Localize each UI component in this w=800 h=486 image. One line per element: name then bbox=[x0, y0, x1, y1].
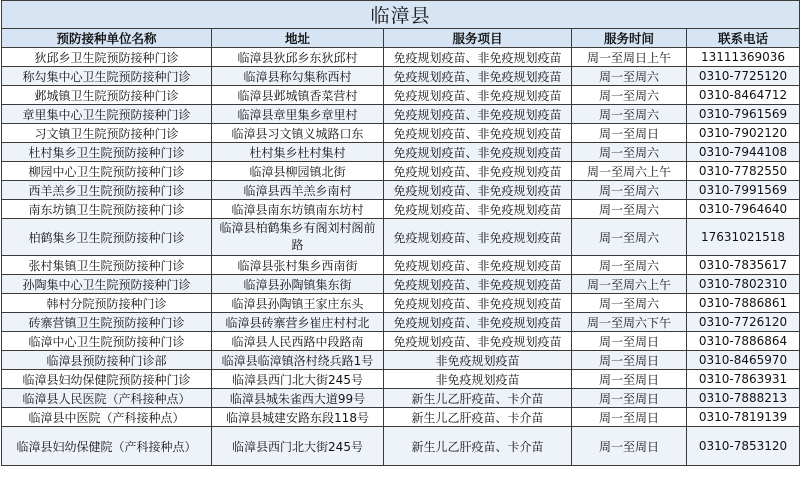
phone-cell: 0310-7964640 bbox=[687, 200, 800, 219]
column-header-time: 服务时间 bbox=[572, 29, 687, 48]
service-cell: 新生儿乙肝疫苗、卡介苗 bbox=[384, 408, 572, 427]
table-row bbox=[2, 181, 800, 200]
table-row bbox=[2, 200, 800, 219]
phone-cell: 0310-7902120 bbox=[687, 124, 800, 143]
address-cell: 临漳县狄邱乡东狄邱村 bbox=[212, 48, 384, 67]
phone-cell: 0310-7819139 bbox=[687, 408, 800, 427]
table-row bbox=[2, 351, 800, 370]
site-name-cell: 章里集中心卫生院预防接种门诊 bbox=[2, 105, 212, 124]
site-name-cell: 临漳县妇幼保健院预防接种门诊 bbox=[2, 370, 212, 389]
phone-cell: 13111369036 bbox=[687, 48, 800, 67]
service-time-cell: 周一至周日上午 bbox=[572, 48, 687, 67]
site-name-cell: 习文镇卫生院预防接种门诊 bbox=[2, 124, 212, 143]
address-cell: 杜村集乡杜村集村 bbox=[212, 143, 384, 162]
service-cell: 免疫规划疫苗、非免疫规划疫苗 bbox=[384, 181, 572, 200]
address-cell: 临漳县西门北大街245号 bbox=[212, 370, 384, 389]
service-time-cell: 周一至周六上午 bbox=[572, 275, 687, 294]
service-cell: 免疫规划疫苗、非免疫规划疫苗 bbox=[384, 294, 572, 313]
service-time-cell: 周一至周日 bbox=[572, 332, 687, 351]
column-header-name: 预防接种单位名称 bbox=[2, 29, 212, 48]
service-cell: 免疫规划疫苗、非免疫规划疫苗 bbox=[384, 86, 572, 105]
service-cell: 免疫规划疫苗、非免疫规划疫苗 bbox=[384, 67, 572, 86]
service-cell: 免疫规划疫苗、非免疫规划疫苗 bbox=[384, 200, 572, 219]
service-time-cell: 周一至周日 bbox=[572, 124, 687, 143]
service-cell: 免疫规划疫苗、非免疫规划疫苗 bbox=[384, 313, 572, 332]
phone-cell: 0310-8465970 bbox=[687, 351, 800, 370]
service-time-cell: 周一至周六 bbox=[572, 256, 687, 275]
site-name-cell: 韩村分院预防接种门诊 bbox=[2, 294, 212, 313]
table-row bbox=[2, 143, 800, 162]
table-row bbox=[2, 427, 800, 466]
address-cell: 临漳县城建安路东段118号 bbox=[212, 408, 384, 427]
service-time-cell: 周一至周六 bbox=[572, 181, 687, 200]
table-body bbox=[2, 48, 800, 466]
service-time-cell: 周一至周六 bbox=[572, 143, 687, 162]
table-row bbox=[2, 389, 800, 408]
site-name-cell: 临漳县妇幼保健院（产科接种点） bbox=[2, 427, 212, 466]
service-cell: 免疫规划疫苗、非免疫规划疫苗 bbox=[384, 105, 572, 124]
site-name-cell: 张村集镇卫生院预防接种门诊 bbox=[2, 256, 212, 275]
table-row bbox=[2, 67, 800, 86]
service-time-cell: 周一至周日 bbox=[572, 370, 687, 389]
phone-cell: 0310-7782550 bbox=[687, 162, 800, 181]
table-title-row bbox=[2, 1, 800, 29]
site-name-cell: 柳园中心卫生院预防接种门诊 bbox=[2, 162, 212, 181]
address-cell: 临漳县张村集乡西南街 bbox=[212, 256, 384, 275]
phone-cell: 0310-7853120 bbox=[687, 427, 800, 466]
service-cell: 免疫规划疫苗、非免疫规划疫苗 bbox=[384, 162, 572, 181]
phone-cell: 0310-7726120 bbox=[687, 313, 800, 332]
phone-cell: 0310-8464712 bbox=[687, 86, 800, 105]
address-cell: 临漳县章里集乡章里村 bbox=[212, 105, 384, 124]
address-cell: 临漳县城朱雀西大道99号 bbox=[212, 389, 384, 408]
site-name-cell: 柏鹤集乡卫生院预防接种门诊 bbox=[2, 219, 212, 256]
address-cell: 临漳县习文镇义城路口东 bbox=[212, 124, 384, 143]
address-cell: 临漳县西门北大街245号 bbox=[212, 427, 384, 466]
table-row bbox=[2, 105, 800, 124]
service-cell: 免疫规划疫苗、非免疫规划疫苗 bbox=[384, 143, 572, 162]
service-time-cell: 周一至周六 bbox=[572, 219, 687, 256]
phone-cell: 0310-7961569 bbox=[687, 105, 800, 124]
column-header-address: 地址 bbox=[212, 29, 384, 48]
address-cell: 临漳县砖寨营乡崔庄村村北 bbox=[212, 313, 384, 332]
address-cell: 临漳县临漳镇洛村绕兵路1号 bbox=[212, 351, 384, 370]
site-name-cell: 临漳县人民医院（产科接种点） bbox=[2, 389, 212, 408]
table-header-row bbox=[2, 29, 800, 48]
vaccination-sites-table bbox=[1, 0, 800, 466]
table-row bbox=[2, 332, 800, 351]
service-time-cell: 周一至周六 bbox=[572, 105, 687, 124]
address-cell: 临漳县孙陶镇王家庄东头 bbox=[212, 294, 384, 313]
column-header-service: 服务项目 bbox=[384, 29, 572, 48]
address-cell: 临漳县南东坊镇南东坊村 bbox=[212, 200, 384, 219]
service-time-cell: 周一至周六上午 bbox=[572, 162, 687, 181]
site-name-cell: 邺城镇卫生院预防接种门诊 bbox=[2, 86, 212, 105]
site-name-cell: 砖寨营镇卫生院预防接种门诊 bbox=[2, 313, 212, 332]
table-row bbox=[2, 408, 800, 427]
service-time-cell: 周一至周六 bbox=[572, 86, 687, 105]
service-cell: 免疫规划疫苗、非免疫规划疫苗 bbox=[384, 48, 572, 67]
service-time-cell: 周一至周日 bbox=[572, 389, 687, 408]
table-row bbox=[2, 256, 800, 275]
service-time-cell: 周一至周日 bbox=[572, 408, 687, 427]
table-row bbox=[2, 370, 800, 389]
service-cell: 免疫规划疫苗、非免疫规划疫苗 bbox=[384, 256, 572, 275]
service-time-cell: 周一至周六 bbox=[572, 294, 687, 313]
address-cell: 临漳县柳园镇北街 bbox=[212, 162, 384, 181]
table-row bbox=[2, 162, 800, 181]
site-name-cell: 称勾集中心卫生院预防接种门诊 bbox=[2, 67, 212, 86]
table-row bbox=[2, 48, 800, 67]
service-cell: 免疫规划疫苗、非免疫规划疫苗 bbox=[384, 332, 572, 351]
service-cell: 新生儿乙肝疫苗、卡介苗 bbox=[384, 389, 572, 408]
service-cell: 非免疫规划疫苗 bbox=[384, 351, 572, 370]
service-time-cell: 周一至周日 bbox=[572, 427, 687, 466]
phone-cell: 0310-7802310 bbox=[687, 275, 800, 294]
table-row bbox=[2, 294, 800, 313]
phone-cell: 0310-7886861 bbox=[687, 294, 800, 313]
service-cell: 免疫规划疫苗、非免疫规划疫苗 bbox=[384, 124, 572, 143]
table-row bbox=[2, 313, 800, 332]
site-name-cell: 临漳中心卫生院预防接种门诊 bbox=[2, 332, 212, 351]
service-time-cell: 周一至周六 bbox=[572, 67, 687, 86]
phone-cell: 17631021518 bbox=[687, 219, 800, 256]
table-row bbox=[2, 275, 800, 294]
service-cell: 免疫规划疫苗、非免疫规划疫苗 bbox=[384, 219, 572, 256]
phone-cell: 0310-7944108 bbox=[687, 143, 800, 162]
address-cell: 临漳县柏鹤集乡有阁刘村阁前路 bbox=[212, 219, 384, 256]
address-cell: 临漳县邺城镇香菜营村 bbox=[212, 86, 384, 105]
table-row bbox=[2, 86, 800, 105]
table-row bbox=[2, 124, 800, 143]
service-cell: 新生儿乙肝疫苗、卡介苗 bbox=[384, 427, 572, 466]
site-name-cell: 西羊羔乡卫生院预防接种门诊 bbox=[2, 181, 212, 200]
phone-cell: 0310-7886864 bbox=[687, 332, 800, 351]
table-row bbox=[2, 219, 800, 256]
phone-cell: 0310-7863931 bbox=[687, 370, 800, 389]
phone-cell: 0310-7835617 bbox=[687, 256, 800, 275]
service-time-cell: 周一至周六下午 bbox=[572, 313, 687, 332]
table-title: 临漳县 bbox=[2, 1, 800, 29]
address-cell: 临漳县西羊羔乡南村 bbox=[212, 181, 384, 200]
phone-cell: 0310-7888213 bbox=[687, 389, 800, 408]
site-name-cell: 孙陶集中心卫生院预防接种门诊 bbox=[2, 275, 212, 294]
phone-cell: 0310-7725120 bbox=[687, 67, 800, 86]
address-cell: 临漳县人民西路中段路南 bbox=[212, 332, 384, 351]
site-name-cell: 南东坊镇卫生院预防接种门诊 bbox=[2, 200, 212, 219]
service-cell: 非免疫规划疫苗 bbox=[384, 370, 572, 389]
site-name-cell: 狄邱乡卫生院预防接种门诊 bbox=[2, 48, 212, 67]
service-cell: 免疫规划疫苗、非免疫规划疫苗 bbox=[384, 275, 572, 294]
site-name-cell: 临漳县预防接种门诊部 bbox=[2, 351, 212, 370]
site-name-cell: 临漳县中医院（产科接种点） bbox=[2, 408, 212, 427]
address-cell: 临漳县称勾集称西村 bbox=[212, 67, 384, 86]
address-cell: 临漳县孙陶镇集东街 bbox=[212, 275, 384, 294]
service-time-cell: 周一至周日 bbox=[572, 351, 687, 370]
service-time-cell: 周一至周六 bbox=[572, 200, 687, 219]
site-name-cell: 杜村集乡卫生院预防接种门诊 bbox=[2, 143, 212, 162]
column-header-phone: 联系电话 bbox=[687, 29, 800, 48]
phone-cell: 0310-7991569 bbox=[687, 181, 800, 200]
